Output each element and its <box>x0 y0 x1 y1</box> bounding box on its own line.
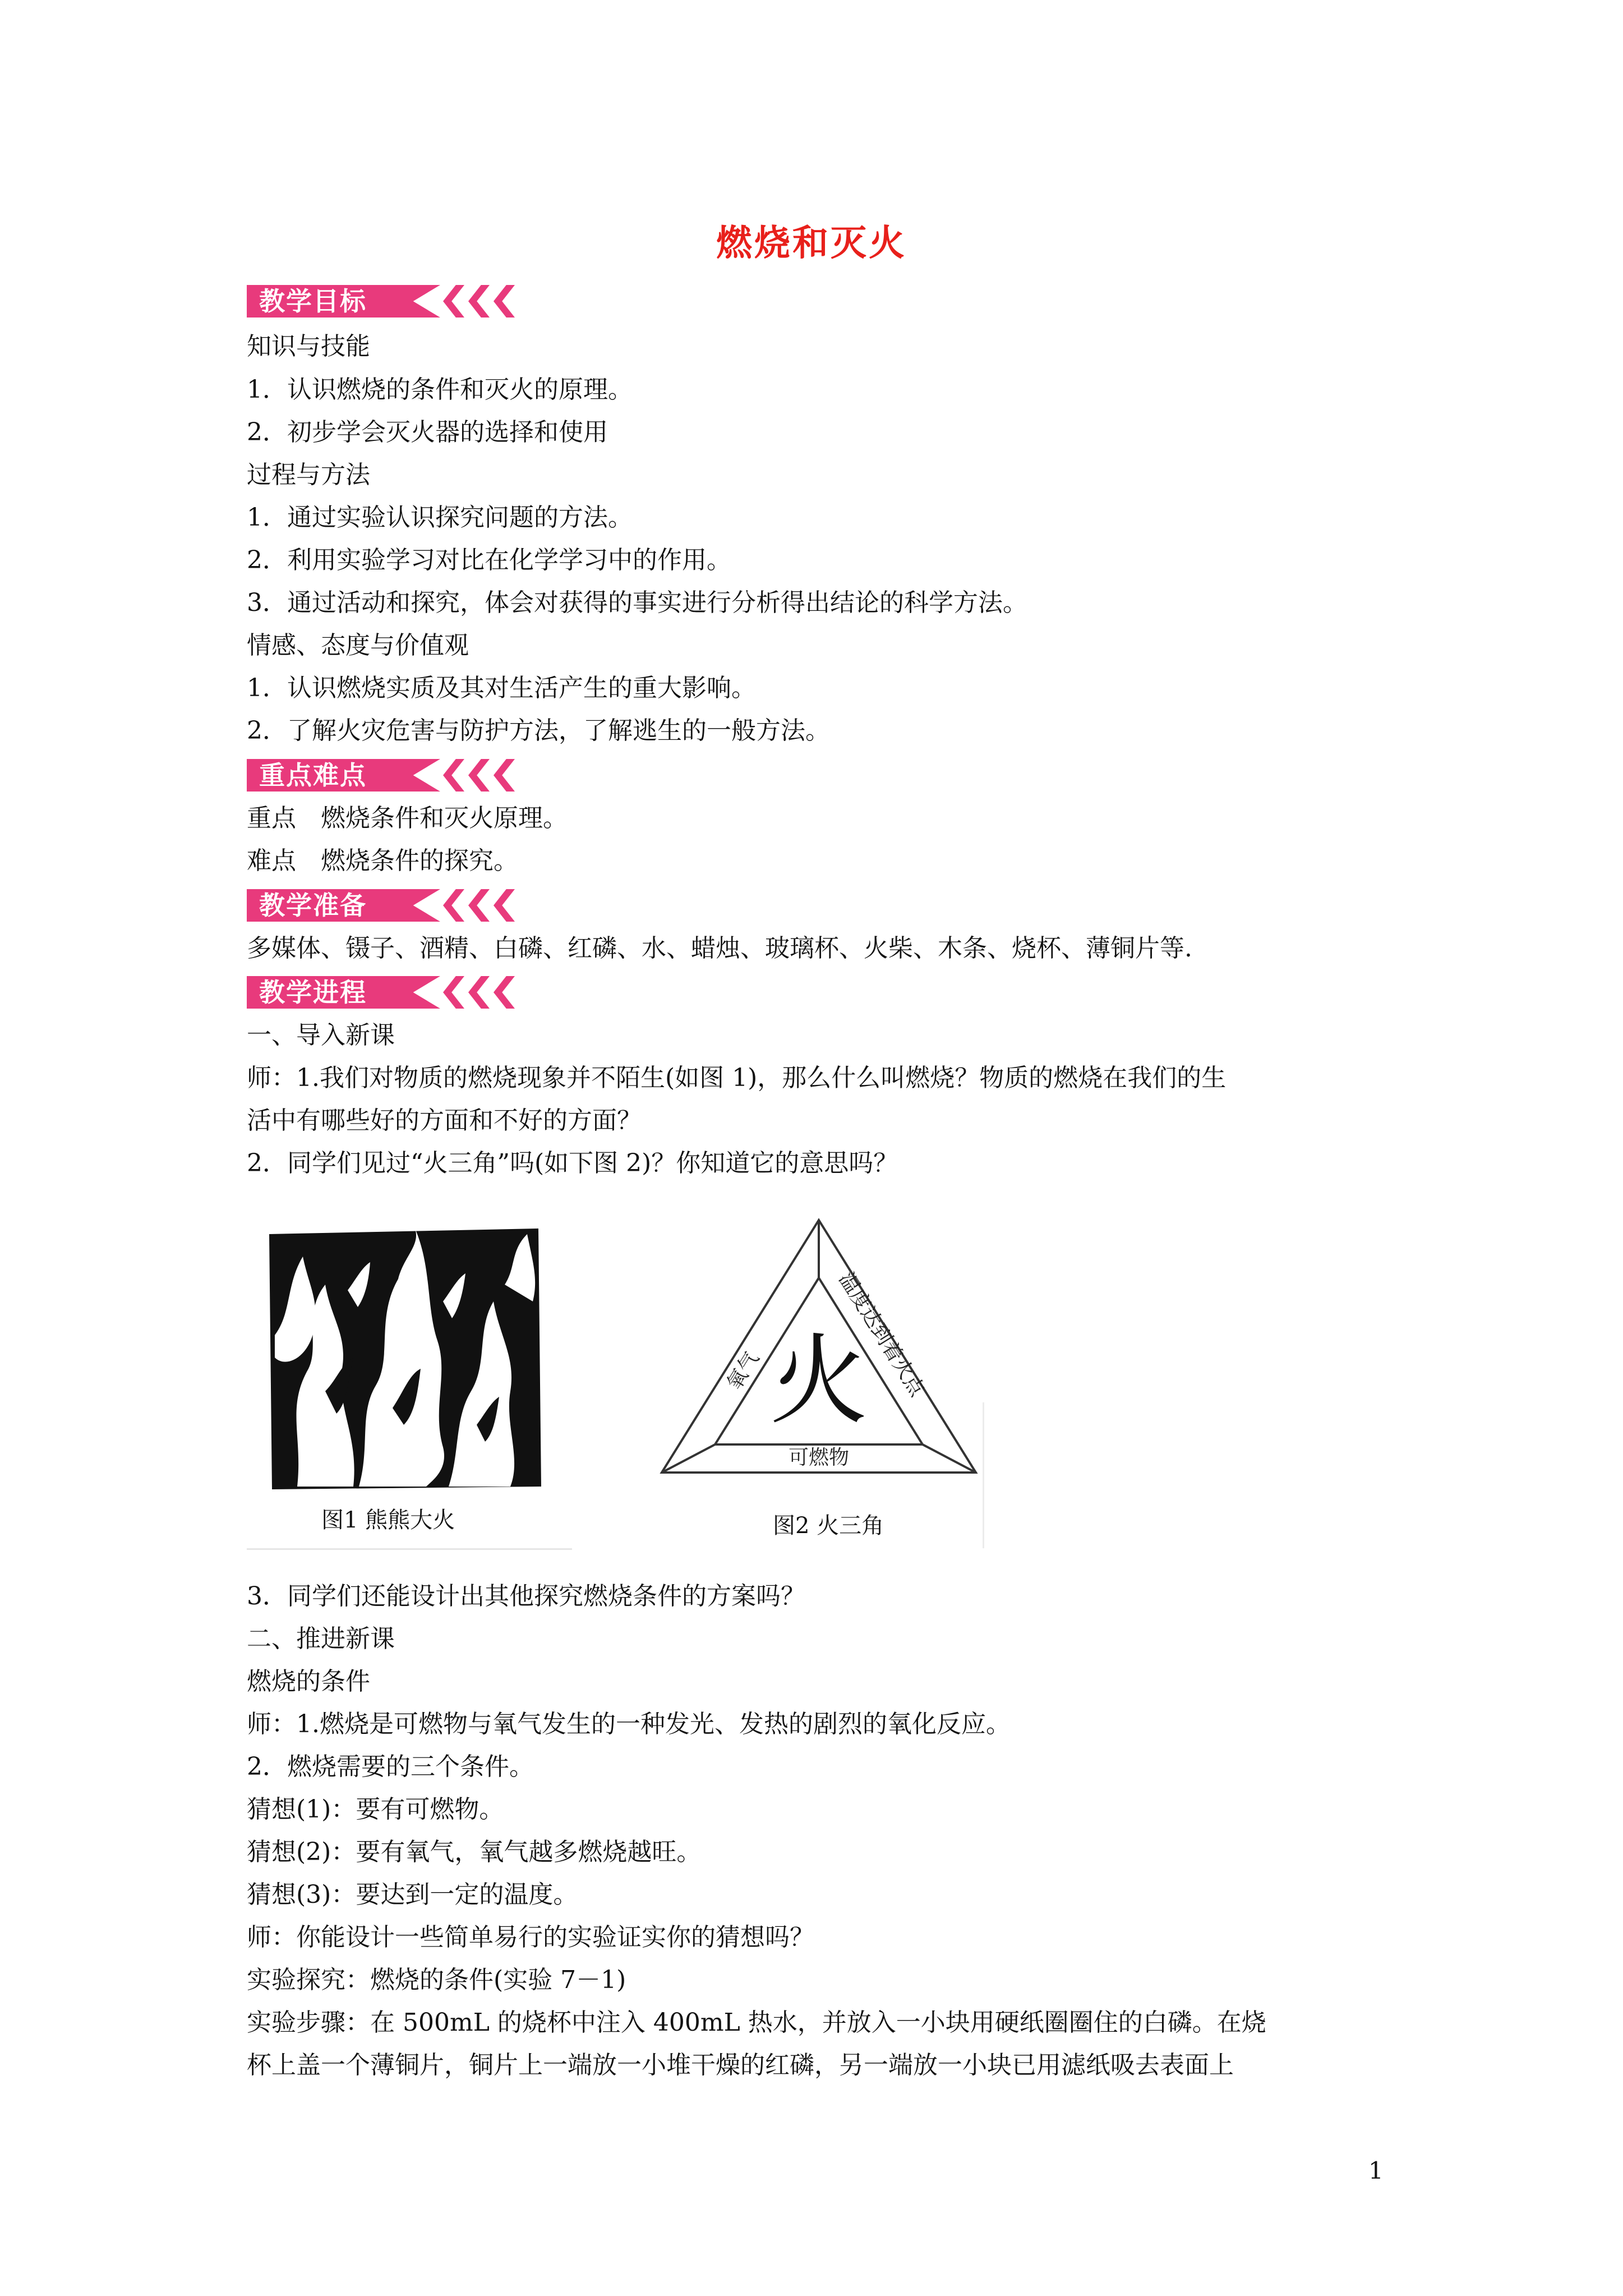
text-line: 1．认识燃烧实质及其对生活产生的重大影响。 <box>247 674 756 702</box>
text-line: 2．了解火灾危害与防护方法，了解逃生的一般方法。 <box>247 716 830 745</box>
text-line: 3．通过活动和探究，体会对获得的事实进行分析得出结论的科学方法。 <box>247 588 1027 617</box>
chevron-left-icon <box>468 759 490 792</box>
section-badge-preparation <box>247 889 533 922</box>
text-line: 2．利用实验学习对比在化学学习中的作用。 <box>247 546 731 574</box>
text-line: 情感、态度与价值观 <box>247 631 469 660</box>
text-line: 知识与技能 <box>247 332 370 361</box>
section-badge-label: 重点难点 <box>259 760 367 790</box>
text-line: 一、导入新课 <box>247 1021 395 1050</box>
figure-caption: 图1 熊熊大火 <box>321 1507 455 1533</box>
figure-caption: 图2 火三角 <box>773 1513 884 1539</box>
divider <box>983 1402 984 1548</box>
section-badge-label: 教学准备 <box>259 890 367 921</box>
fire-triangle-diagram <box>656 1217 981 1481</box>
text-line: 师：1.燃烧是可燃物与氧气发生的一种发光、发热的剧烈的氧化反应。 <box>247 1710 1011 1738</box>
section-badge-label: 教学目标 <box>259 286 367 316</box>
section-badge-process <box>247 976 533 1009</box>
chevron-left-icon <box>468 889 490 922</box>
text-line: 多媒体、镊子、酒精、白磷、红磷、水、蜡烛、玻璃杯、火柴、木条、烧杯、薄铜片等. <box>247 934 1192 963</box>
section-badge-key-points <box>247 759 533 792</box>
text-line: 2．同学们见过“火三角”吗(如下图 2)？你知道它的意思吗？ <box>247 1149 898 1177</box>
triangle-left-label: 氧气 <box>722 1347 764 1395</box>
text-line: 二、推进新课 <box>247 1625 395 1653</box>
text-line: 实验探究：燃烧的条件(实验 7－1) <box>247 1966 626 1994</box>
text-line: 师：1.我们对物质的燃烧现象并不陌生(如图 1)，那么什么叫燃烧？物质的燃烧在我们的生 <box>247 1064 1227 1092</box>
page-title: 燃烧和灭火 <box>716 222 907 264</box>
triangle-center-label: 火 <box>769 1324 868 1438</box>
fire-image <box>264 1223 544 1492</box>
chevron-left-icon <box>494 976 515 1009</box>
text-line: 活中有哪些好的方面和不好的方面？ <box>247 1106 642 1135</box>
chevron-left-icon <box>443 285 464 318</box>
chevron-left-icon <box>443 759 464 792</box>
text-line: 2．初步学会灭火器的选择和使用 <box>247 418 608 447</box>
chevron-left-icon <box>494 889 515 922</box>
text-line: 猜想(1)：要有可燃物。 <box>247 1795 504 1824</box>
text-line: 燃烧的条件 <box>247 1667 370 1696</box>
chevron-left-icon <box>494 285 515 318</box>
text-line: 1．通过实验认识探究问题的方法。 <box>247 503 633 532</box>
chevron-left-icon <box>443 976 464 1009</box>
text-line: 重点 燃烧条件和灭火原理。 <box>247 804 568 832</box>
chevron-left-icon <box>468 976 490 1009</box>
chevron-left-icon <box>494 759 515 792</box>
text-line: 实验步骤：在 500mL 的烧杯中注入 400mL 热水，并放入一小块用硬纸圈圈住的白磷。在烧 <box>247 2008 1266 2037</box>
page-number: 1 <box>1368 2157 1384 2184</box>
text-line: 师：你能设计一些简单易行的实验证实你的猜想吗？ <box>247 1923 814 1952</box>
triangle-bottom-label: 可燃物 <box>788 1446 850 1469</box>
text-line: 难点 燃烧条件的探究。 <box>247 846 518 875</box>
text-line: 2．燃烧需要的三个条件。 <box>247 1752 534 1781</box>
text-line: 3．同学们还能设计出其他探究燃烧条件的方案吗？ <box>247 1582 805 1611</box>
triangle-right-label: 温度达到着火点 <box>834 1268 929 1401</box>
section-badge-objectives <box>247 285 533 318</box>
text-line: 1．认识燃烧的条件和灭火的原理。 <box>247 375 633 404</box>
divider <box>247 1548 572 1550</box>
section-badge-label: 教学进程 <box>259 977 367 1007</box>
text-line: 杯上盖一个薄铜片，铜片上一端放一小堆干燥的红磷，另一端放一小块已用滤纸吸去表面上 <box>247 2051 1234 2079</box>
chevron-left-icon <box>468 285 490 318</box>
text-line: 过程与方法 <box>247 461 370 489</box>
text-line: 猜想(3)：要达到一定的温度。 <box>247 1880 578 1909</box>
text-line: 猜想(2)：要有氧气，氧气越多燃烧越旺。 <box>247 1838 702 1866</box>
chevron-left-icon <box>443 889 464 922</box>
